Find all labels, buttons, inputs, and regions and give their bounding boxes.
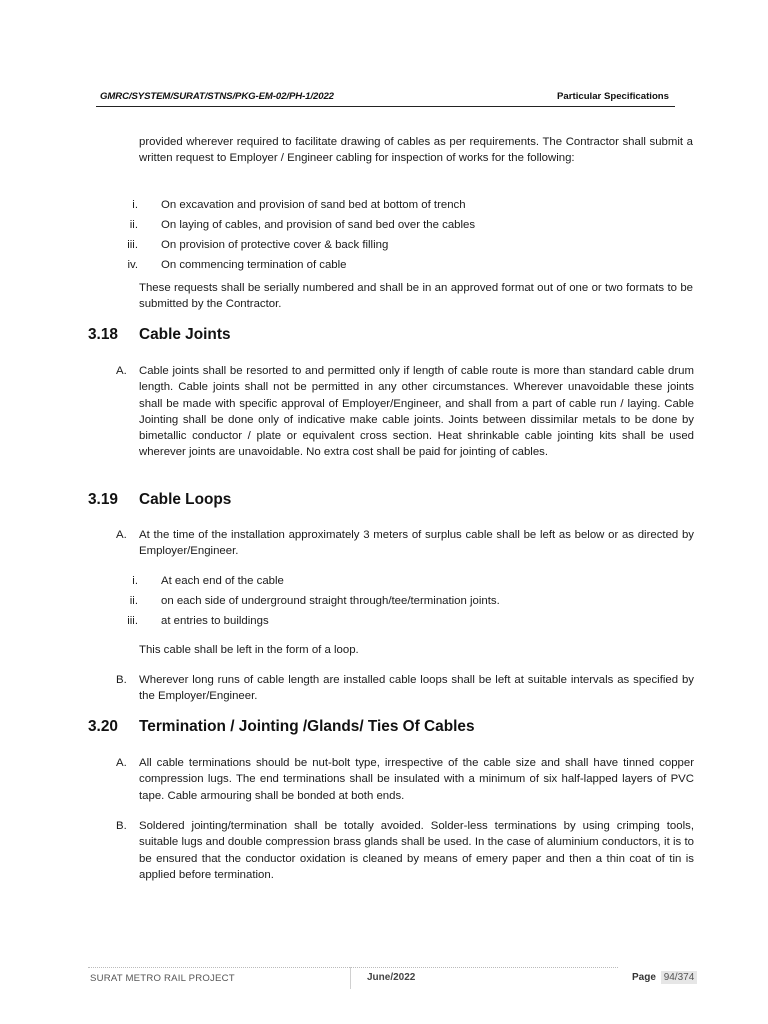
section-number: 3.19: [88, 491, 118, 508]
section-number: 3.20: [88, 718, 118, 735]
list-text: On excavation and provision of sand bed at bottom of trench: [161, 199, 466, 211]
intro-closing-paragraph: These requests shall be serially numbered and shall be in an approved format out of one or two formats to be submitted by the Contractor.: [139, 282, 693, 311]
clause-letter: A.: [116, 529, 127, 541]
list-number: i.: [132, 199, 138, 211]
list-number: i.: [132, 575, 138, 587]
list-text: On provision of protective cover & back filling: [161, 239, 389, 251]
header-section-title: Particular Specifications: [557, 91, 669, 102]
footer-separator: [350, 967, 351, 989]
clause-3-19-b: [88, 672, 694, 705]
section-title: Termination / Jointing /Glands/ Ties Of Cables: [139, 718, 475, 735]
clause-text: Cable joints shall be resorted to and permitted only if length of cable route is more than standard cable drum length. Cable joints shall not be permitted in any other circumstances. Wherever unavoidable these joints shall be made with specific approval of Employer/Engineer, and shall from a part of cable run / laying. Cable Jointing shall be done only of indicative make cable joints. Joints between dissimilar metals to be done by bimetallic conductor / plate or equivalent cross section. Heat shrinkable cable jointing kits shall be used wherever joints are unavoidable. No extra cost shall be paid for jointing of cables.: [139, 365, 694, 459]
clause-letter: A.: [116, 757, 127, 769]
list-number: iii.: [127, 615, 138, 627]
clause-text: All cable terminations should be nut-bolt type, irrespective of the cable size and shall have tinned copper compression lugs. The end terminations shall be insulated with a minimum of six half-lapped layers of PVC tape. Cable armouring shall be bonded at both ends.: [139, 757, 694, 802]
footer-project-name: SURAT METRO RAIL PROJECT: [90, 973, 235, 984]
footer-rule: [88, 967, 618, 968]
footer-date: June/2022: [367, 972, 416, 983]
list-number: ii.: [129, 595, 138, 607]
section-number: 3.18: [88, 326, 118, 343]
page-label: Page: [632, 972, 656, 983]
clause-3-20-a: [88, 755, 694, 804]
clause-text: Wherever long runs of cable length are installed cable loops shall be left at suitable intervals as specified by the Employer/Engineer.: [139, 674, 694, 703]
page-number: 94/374: [661, 971, 698, 984]
clause-letter: B.: [116, 820, 127, 832]
clause-letter: A.: [116, 365, 127, 377]
list-text: On laying of cables, and provision of sand bed over the cables: [161, 219, 476, 231]
section-heading-3-18: [88, 326, 231, 344]
page-header: [96, 90, 675, 107]
section-title: Cable Loops: [139, 491, 232, 508]
list-text: on each side of underground straight through/tee/termination joints.: [161, 595, 500, 607]
list-text: At each end of the cable: [161, 575, 284, 587]
section-heading-3-19: [88, 491, 231, 509]
list-text: at entries to buildings: [161, 615, 269, 627]
clause-3-20-b: [88, 818, 694, 883]
list-number: iv.: [127, 259, 138, 271]
clause-letter: B.: [116, 674, 127, 686]
clause-3-18-a: [88, 363, 694, 461]
clause-text: At the time of the installation approximately 3 meters of surplus cable shall be left as below or as directed by Employer/Engineer.: [139, 529, 694, 558]
list-number: ii.: [129, 219, 138, 231]
intro-paragraph: provided wherever required to facilitate drawing of cables as per requirements. The Contractor shall submit a written request to Employer / Engineer cabling for inspection of works for the following:: [139, 136, 693, 165]
document-reference: GMRC/SYSTEM/SURAT/STNS/PKG-EM-02/PH-1/2022: [100, 91, 334, 102]
section-title: Cable Joints: [139, 326, 231, 343]
list-text: On commencing termination of cable: [161, 259, 347, 271]
section-heading-3-20: [88, 718, 475, 736]
loop-note: This cable shall be left in the form of a loop.: [139, 644, 359, 656]
footer-page: [632, 971, 697, 984]
clause-3-19-a: [88, 527, 694, 560]
clause-text: Soldered jointing/termination shall be totally avoided. Solder-less terminations by using crimping tools, suitable lugs and double compression brass glands shall be used. In the case of aluminium conductors, it is to be ensured that the conductor oxidation is cleaned by means of emery paper and then a thin coat of tin is applied before termination.: [139, 820, 694, 881]
list-number: iii.: [127, 239, 138, 251]
